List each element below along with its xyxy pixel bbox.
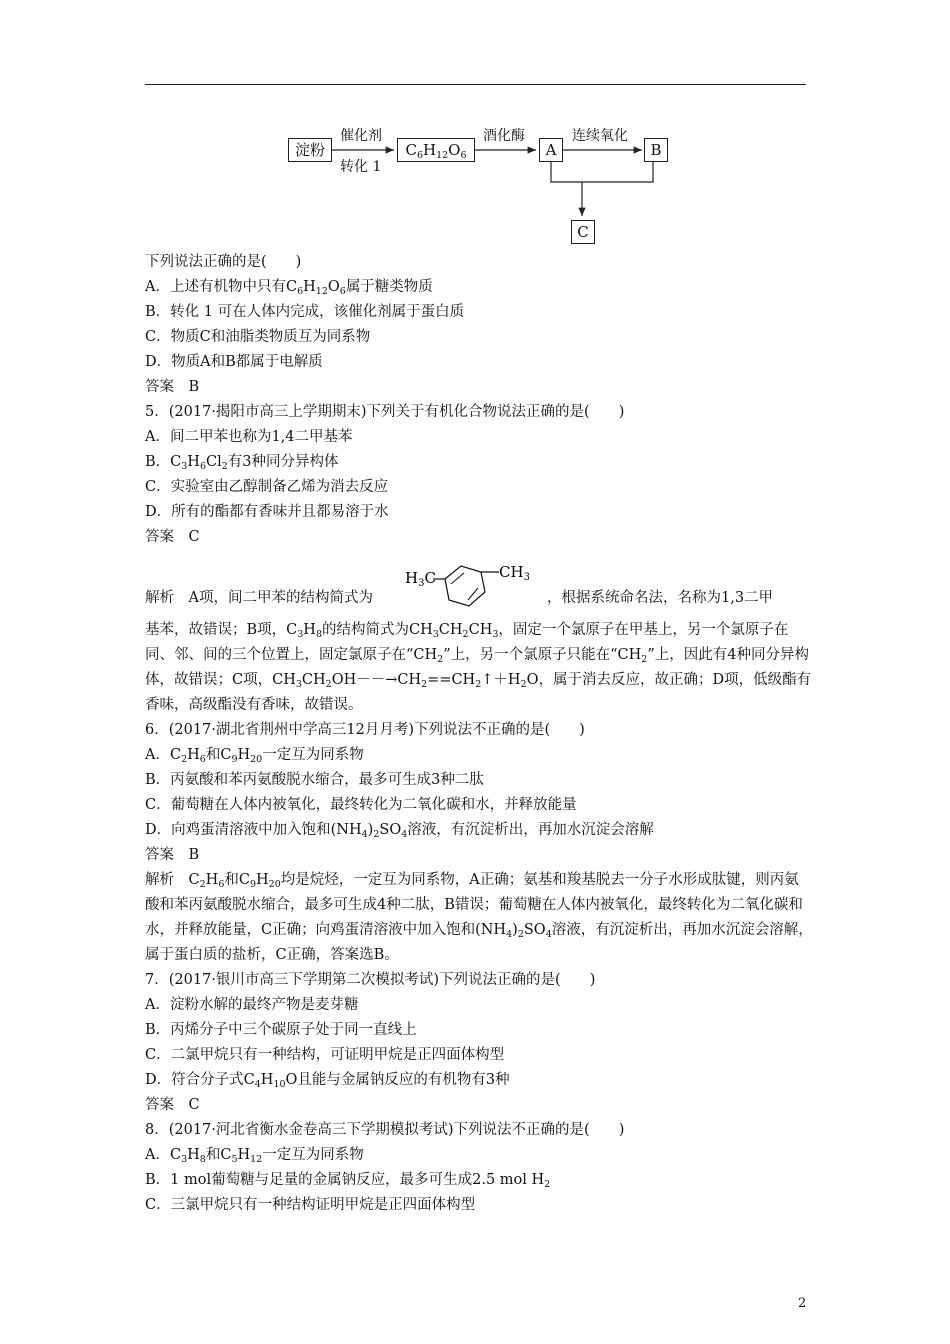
structure-right-group: $CH_3$ [499, 563, 530, 583]
q6-option-c: C．葡萄糖在人体内被氧化，最终转化为二氧化碳和水，并释放能量 [145, 797, 577, 813]
document-body [145, 250, 813, 1218]
starch-box: 淀粉 [288, 138, 332, 162]
oxidation-label: 连续氧化 [572, 128, 628, 144]
node-a: A [539, 138, 563, 162]
q5-analysis-first-line [145, 550, 813, 618]
q5-analysis-after: ，根据系统命名法，名称为1,3二甲 [547, 590, 774, 606]
q5-option-b: B．$C_3H_6Cl_2$有3种同分异构体 [145, 454, 339, 472]
q6-stem: 6．(2017·湖北省荆州中学高三12月月考)下列说法不正确的是( ) [145, 722, 585, 738]
q7-option-b: B．丙烯分子中三个碳原子处于同一直线上 [145, 1022, 417, 1038]
q6-answer: 答案 B [145, 847, 200, 863]
q8-stem: 8．(2017·河北省衡水金卷高三下学期模拟考试)下列说法不正确的是( ) [145, 1122, 625, 1138]
glucose-box: $C_6H_{12}O_6$ [397, 138, 475, 162]
reaction-flow-diagram [280, 112, 680, 252]
q6-analysis: 解析 $C_2H_6$和$C_9H_{20}$均是烷烃，一定互为同系物，A正确；氨基和羧基脱去一分子水形成肽键，则丙氨酸和苯丙氨酸脱水缩合，最多可生成4种二肽，B错误；葡萄糖在人体内被氧化，最终转化为二氧化碳和水，并释放能量，C正确；向鸡蛋清溶液中加入饱和$(NH_4)_2SO_4$溶液，有沉淀析出，再加水沉淀会溶解，属于蛋白质的盐析，C正确，答案选B。 [145, 872, 813, 963]
q7-answer: 答案 C [145, 1097, 200, 1113]
q8-option-a: A．$C_3H_8$和$C_5H_{12}$一定互为同系物 [145, 1147, 364, 1165]
structure-left-group: $H_3C$ [405, 569, 436, 589]
q5-option-c: C．实验室由乙醇制备乙烯为消去反应 [145, 479, 389, 495]
q7-option-d: D．符合分子式$C_4H_{10}O$且能与金属钠反应的有机物有3种 [145, 1072, 510, 1090]
header-rule [145, 84, 806, 85]
q5-option-a: A．间二甲苯也称为1,4二甲基苯 [145, 429, 353, 445]
transform-label: 转化 1 [340, 159, 382, 175]
q4-option-a: A．上述有机物中只有$C_6H_{12}O_6$属于糖类物质 [145, 279, 433, 297]
q8-option-b: B．1 mol葡萄糖与足量的金属钠反应，最多可生成2.5 mol $H_2$ [145, 1172, 551, 1190]
catalyst-label: 催化剂 [340, 128, 382, 144]
q8-option-c: C．三氯甲烷只有一种结构证明甲烷是正四面体构型 [145, 1197, 476, 1213]
q5-stem: 5．(2017·揭阳市高三上学期期末)下列关于有机化合物说法正确的是( ) [145, 404, 625, 420]
q4-answer: 答案 B [145, 379, 200, 395]
enzyme-label: 酒化酶 [483, 128, 525, 144]
q7-stem: 7．(2017·银川市高三下学期第二次模拟考试)下列说法正确的是( ) [145, 972, 596, 988]
q4-option-c: C．物质C和油脂类物质互为同系物 [145, 329, 371, 345]
q4-option-d: D．物质A和B都属于电解质 [145, 354, 323, 370]
q5-option-d: D．所有的酯都有香味并且都易溶于水 [145, 504, 389, 520]
node-c: C [571, 220, 595, 244]
page-number: 2 [798, 1296, 807, 1311]
q5-analysis-rest: 基苯，故错误；B项，$C_3H_8$的结构简式为$CH_3CH_2CH_3$，固定一个氯原子在甲基上，另一个氯原子在同、邻、间的三个位置上，固定氯原子在“$CH_2$”上，另一个氯原子只能在“$CH_2$”上，因此有4种同分异构体，故错误；C项，$CH_3CH_2OH--\to CH_2==CH_2↑+H_2O$，属于消去反应，故正确；D项，低级酯有香味，高级酯没有香味，故错误。 [145, 622, 812, 713]
q5-analysis-before: 解析 A项，间二甲苯的结构简式为 [145, 590, 373, 606]
q6-option-b: B．丙氨酸和苯丙氨酸脱水缩合，最多可生成3种二肽 [145, 772, 484, 788]
q5-answer: 答案 C [145, 529, 200, 545]
node-b: B [644, 138, 668, 162]
q6-option-d: D．向鸡蛋清溶液中加入饱和$(NH_4)_2SO_4$溶液，有沉淀析出，再加水沉淀会溶解 [145, 822, 654, 840]
q6-option-a: A．$C_2H_6$和$C_9H_{20}$一定互为同系物 [145, 747, 364, 765]
q4-stem: 下列说法正确的是( ) [145, 254, 302, 270]
q4-option-b: B．转化 1 可在人体内完成，该催化剂属于蛋白质 [145, 304, 465, 320]
connector-a-b [551, 161, 653, 182]
q7-option-c: C．二氯甲烷只有一种结构，可证明甲烷是正四面体构型 [145, 1047, 505, 1063]
q7-option-a: A．淀粉水解的最终产物是麦芽糖 [145, 997, 359, 1013]
